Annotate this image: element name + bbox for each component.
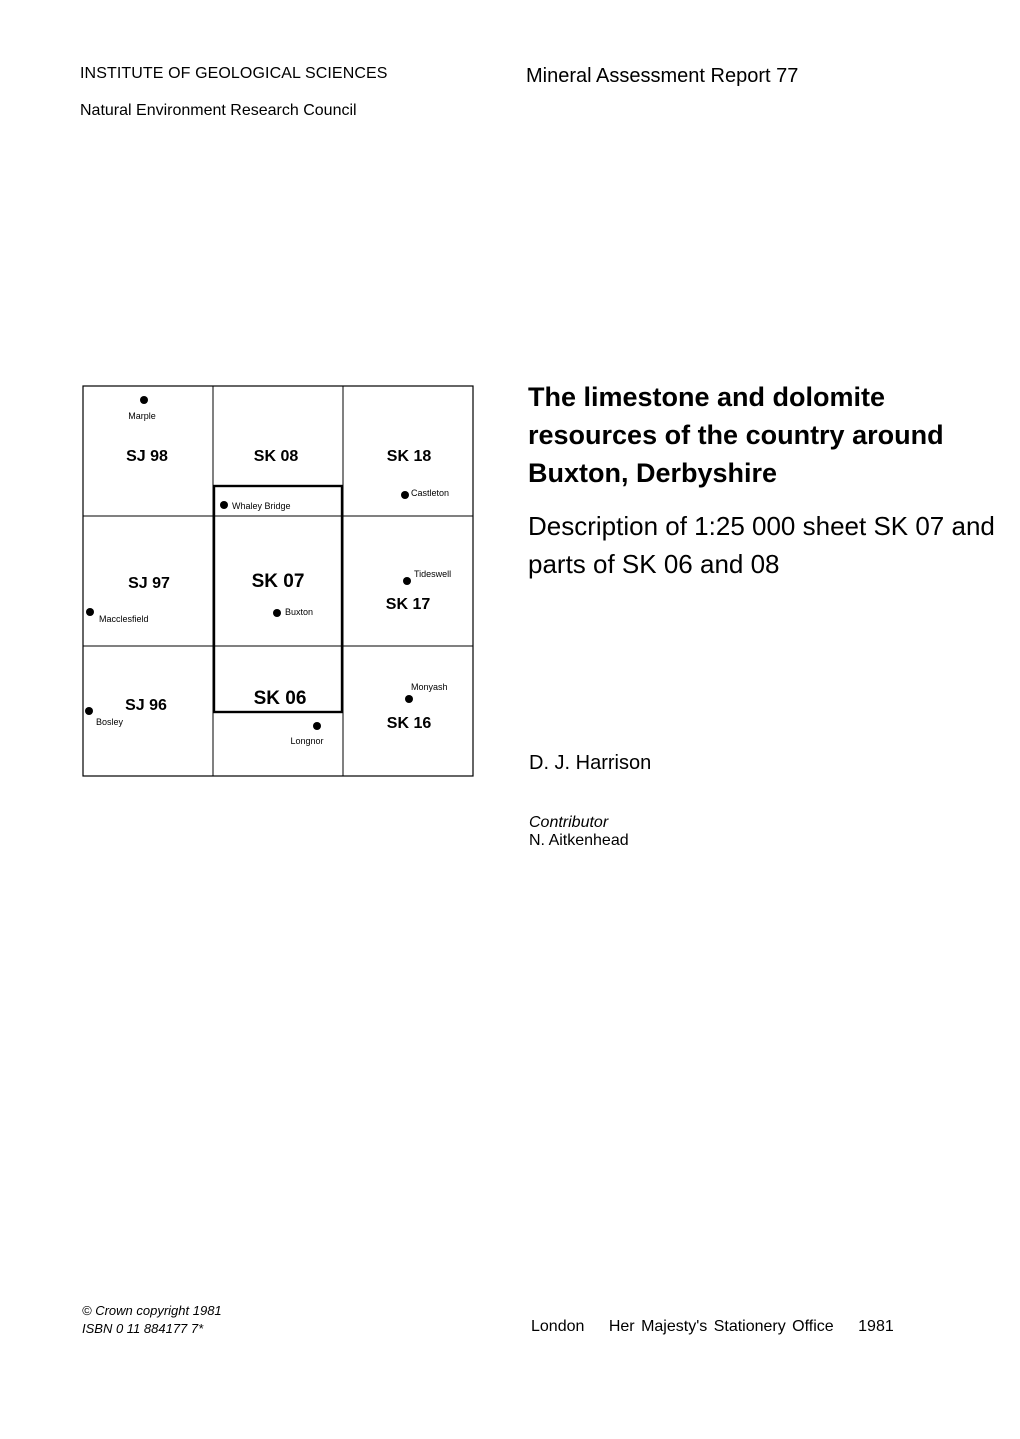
report-title: The limestone and dolomite resources of the country around Buxton, Derbyshire [528,382,944,488]
institution-name: INSTITUTE OF GEOLOGICAL SCIENCES [80,65,388,82]
town-label-buxton: Buxton [285,607,314,617]
sheet-label-sk17: SK 17 [385,596,431,613]
publisher-line [531,1318,894,1336]
town-label-tideswell: Tideswell [414,569,452,579]
town-label-marple: Marple [128,411,156,421]
publisher-city: London [531,1318,585,1335]
sheet-label-sk16: SK 16 [386,715,432,732]
town-marker-longnor [313,722,321,730]
report-subtitle: Description of 1:25 000 sheet SK 07 and parts of SK 06 and 08 [528,511,995,579]
author-name: D. J. Harrison [529,752,652,774]
town-label-longnor: Longnor [290,736,324,746]
town-label-whaley-bridge: Whaley Bridge [232,501,291,511]
town-label-monyash: Monyash [411,682,448,692]
town-marker-buxton [273,609,281,617]
sheet-label-sj96: SJ 96 [125,697,167,714]
town-marker-tideswell [403,577,411,585]
sheet-index-map [82,385,474,777]
council-name: Natural Environment Research Council [80,102,357,119]
town-marker-marple [140,396,148,404]
sheet-label-sk08: SK 08 [253,448,299,465]
publication-year: 1981 [858,1318,894,1335]
town-marker-whaley-bridge [220,501,228,509]
town-marker-bosley [85,707,93,715]
town-label-castleton: Castleton [411,488,450,498]
copyright-block [82,1302,222,1338]
town-marker-castleton [401,491,409,499]
sheet-label-sj98: SJ 98 [126,448,168,465]
isbn: ISBN 0 11 884177 7* [82,1321,204,1336]
town-marker-macclesfield [86,608,94,616]
contributor-name: N. Aitkenhead [529,832,629,849]
copyright-notice: © Crown copyright 1981 [82,1303,222,1318]
town-marker-monyash [405,695,413,703]
town-label-macclesfield: Macclesfield [99,614,149,624]
town-label-bosley: Bosley [96,717,124,727]
sheet-label-sk07: SK 07 [251,571,305,592]
report-series: Mineral Assessment Report 77 [526,65,799,87]
sheet-label-sk06: SK 06 [253,688,307,709]
contributor-label: Contributor [529,814,609,831]
publisher-name: Her Majesty's Stationery Office [608,1318,834,1335]
report-area-outline [214,486,342,712]
sheet-label-sk18: SK 18 [386,448,432,465]
sheet-label-sj97: SJ 97 [128,575,170,592]
